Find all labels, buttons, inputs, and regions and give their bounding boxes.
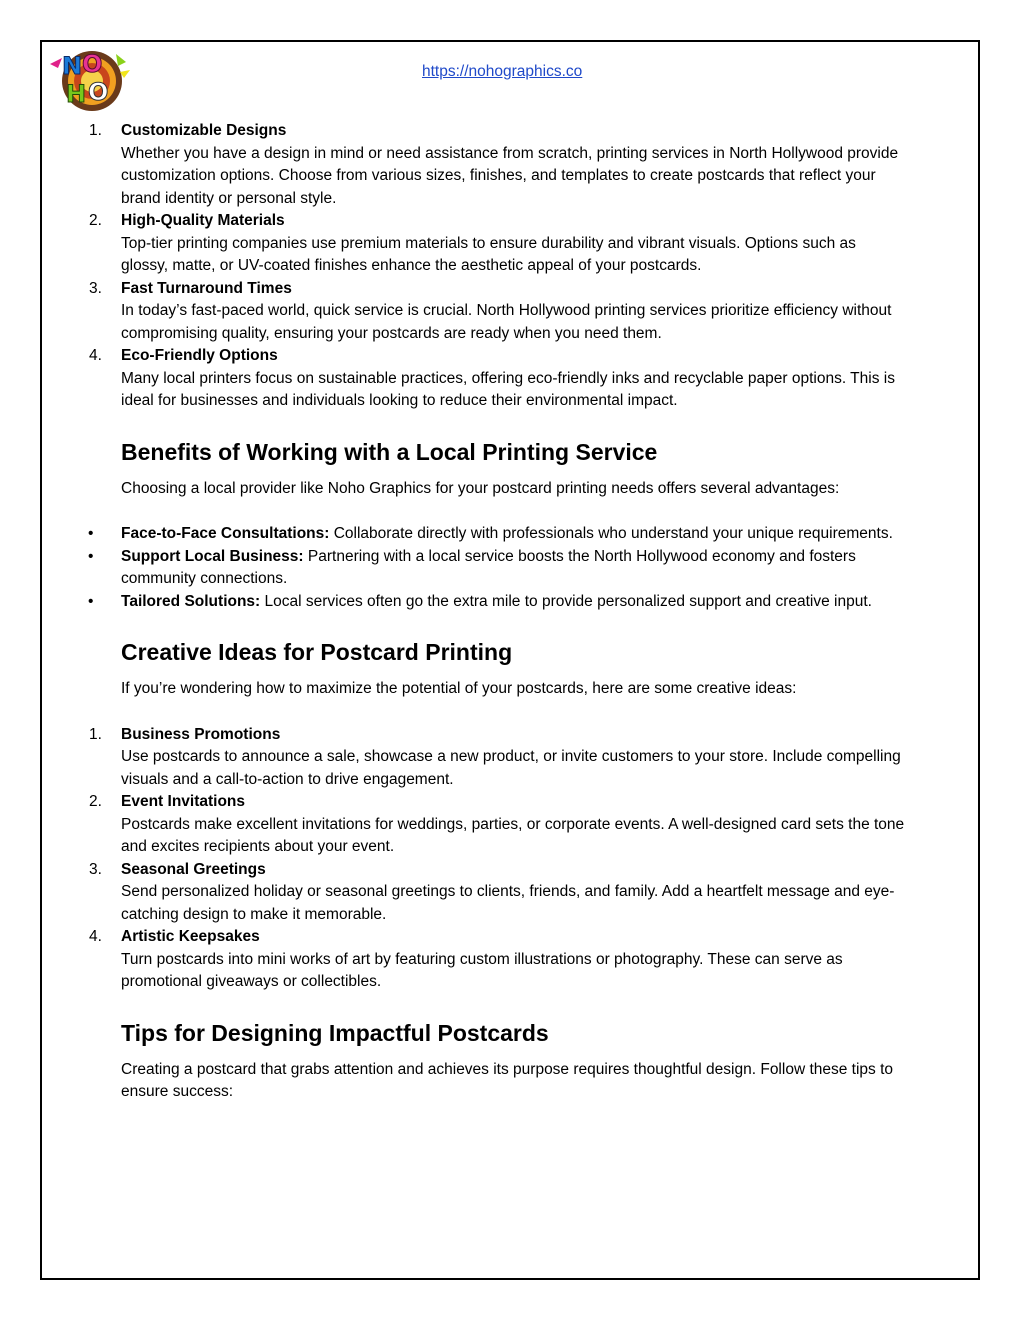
benefits-intro: Choosing a local provider like Noho Graphics for your postcard printing needs offers several advantages: [121, 479, 840, 497]
item-text: Partnering with a local service boosts the North Hollywood economy and fosters community connections. [121, 547, 856, 587]
bullet-icon: • [88, 592, 94, 610]
list-item: 3. Seasonal Greetings Send personalized holiday or seasonal greetings to clients, friends, and family. Add a heartfelt message and eye-catching design to make it memorable. [86, 859, 906, 927]
tips-heading: Tips for Designing Impactful Postcards [121, 1019, 549, 1046]
item-text: In today’s fast-paced world, quick service is crucial. North Hollywood printing services prioritize efficiency without compromising quality, ensuring your postcards are ready when you need them. [121, 302, 892, 342]
bullet-item [86, 591, 906, 614]
item-text: Use postcards to announce a sale, showcase a new product, or invite customers to your store. Include compelling visuals and a call-to-action to drive engagement. [121, 748, 901, 788]
item-text: Postcards make excellent invitations for weddings, parties, or corporate events. A well-designed card sets the tone and excites recipients about your event. [121, 815, 905, 855]
item-text: Local services often go the extra mile to provide personalized support and creative input. [260, 592, 872, 610]
item-text: Turn postcards into mini works of art by featuring custom illustrations or photography. These can serve as promotional giveaways or collectibles. [121, 950, 843, 990]
features-list [86, 120, 906, 413]
list-item: 4. Artistic Keepsakes Turn postcards into mini works of art by featuring custom illustrations or photography. These can serve as promotional giveaways or collectibles. [86, 926, 906, 994]
list-item: 3. Fast Turnaround Times In today’s fast-paced world, quick service is crucial. North Hollywood printing services prioritize efficiency without compromising quality, ensuring your postcards are ready when you need them. [86, 278, 906, 346]
logo-letter-o: O [82, 50, 103, 78]
item-title: Fast Turnaround Times [121, 279, 292, 297]
item-text: Send personalized holiday or seasonal greetings to clients, friends, and family. Add a heartfelt message and eye-catching design to make it memorable. [121, 883, 895, 923]
site-url-link[interactable]: https://nohographics.co [422, 63, 583, 80]
list-item: 4. Eco-Friendly Options Many local printers focus on sustainable practices, offering eco-friendly inks and recyclable paper options. This is ideal for businesses and individuals looking to reduce their environmental impact. [86, 345, 906, 413]
item-title: High-Quality Materials [121, 212, 285, 229]
item-title: Event Invitations [121, 793, 246, 810]
list-item: 1. Customizable Designs Whether you have a design in mind or need assistance from scratch, printing services in North Hollywood provide customization options. Choose from various sizes, finishes, and templates to create postcards that reflect your brand identity or personal style. [86, 120, 906, 210]
list-item: 1. Business Promotions Use postcards to announce a sale, showcase a new product, or invite customers to your store. Include compelling visuals and a call-to-action to drive engagement. [86, 724, 906, 792]
item-label: Face-to-Face Consultations: [121, 525, 330, 542]
item-label: Tailored Solutions: [121, 592, 261, 610]
bullet-item [86, 523, 906, 546]
benefits-heading: Benefits of Working with a Local Printing Service [121, 438, 658, 465]
item-title: Eco-Friendly Options [121, 347, 278, 364]
noho-logo [46, 44, 130, 114]
item-text: Top-tier printing companies use premium materials to ensure durability and vibrant visuals. Options such as glossy, matte, or UV-coated finishes enhance the aesthetic appeal of your postcards. [121, 234, 856, 274]
ideas-list [86, 724, 906, 994]
tips-intro: Creating a postcard that grabs attention and achieves its purpose requires thoughtful design. Follow these tips to ensure success: [121, 1060, 894, 1100]
list-item: 2. Event Invitations Postcards make excellent invitations for weddings, parties, or corporate events. A well-designed card sets the tone and excites recipients about your event. [89, 793, 905, 855]
logo-letter-n: N [62, 52, 83, 80]
logo-letter-h: H [66, 80, 87, 108]
item-title: Artistic Keepsakes [121, 928, 260, 945]
ideas-heading: Creative Ideas for Postcard Printing [121, 639, 513, 665]
logo-letter-o2: O [88, 78, 109, 106]
bullet-icon: • [88, 547, 94, 565]
item-text: Collaborate directly with professionals who understand your unique requirements. [329, 525, 893, 542]
ideas-intro: If you’re wondering how to maximize the potential of your postcards, here are some creative ideas: [121, 680, 797, 697]
item-title: Seasonal Greetings [121, 860, 266, 878]
item-label: Support Local Business: [121, 547, 304, 565]
bullet-icon: • [88, 525, 94, 542]
document-body [86, 120, 906, 1104]
item-text: Many local printers focus on sustainable practices, offering eco-friendly inks and recyclable paper options. This is ideal for businesses and individuals looking to reduce their environmental impact. [121, 369, 895, 409]
item-title: Customizable Designs [121, 122, 287, 139]
item-title: Business Promotions [121, 725, 281, 743]
bullet-item [86, 546, 906, 591]
benefits-list [86, 523, 906, 613]
list-item: 2. High-Quality Materials Top-tier printing companies use premium materials to ensure durability and vibrant visuals. Options such as glossy, matte, or UV-coated finishes enhance the aesthetic appeal of your postcards. [86, 210, 906, 278]
item-text: Whether you have a design in mind or need assistance from scratch, printing services in North Hollywood provide customization options. Choose from various sizes, finishes, and templates to create postcards that reflect your brand identity or personal style. [121, 144, 899, 207]
